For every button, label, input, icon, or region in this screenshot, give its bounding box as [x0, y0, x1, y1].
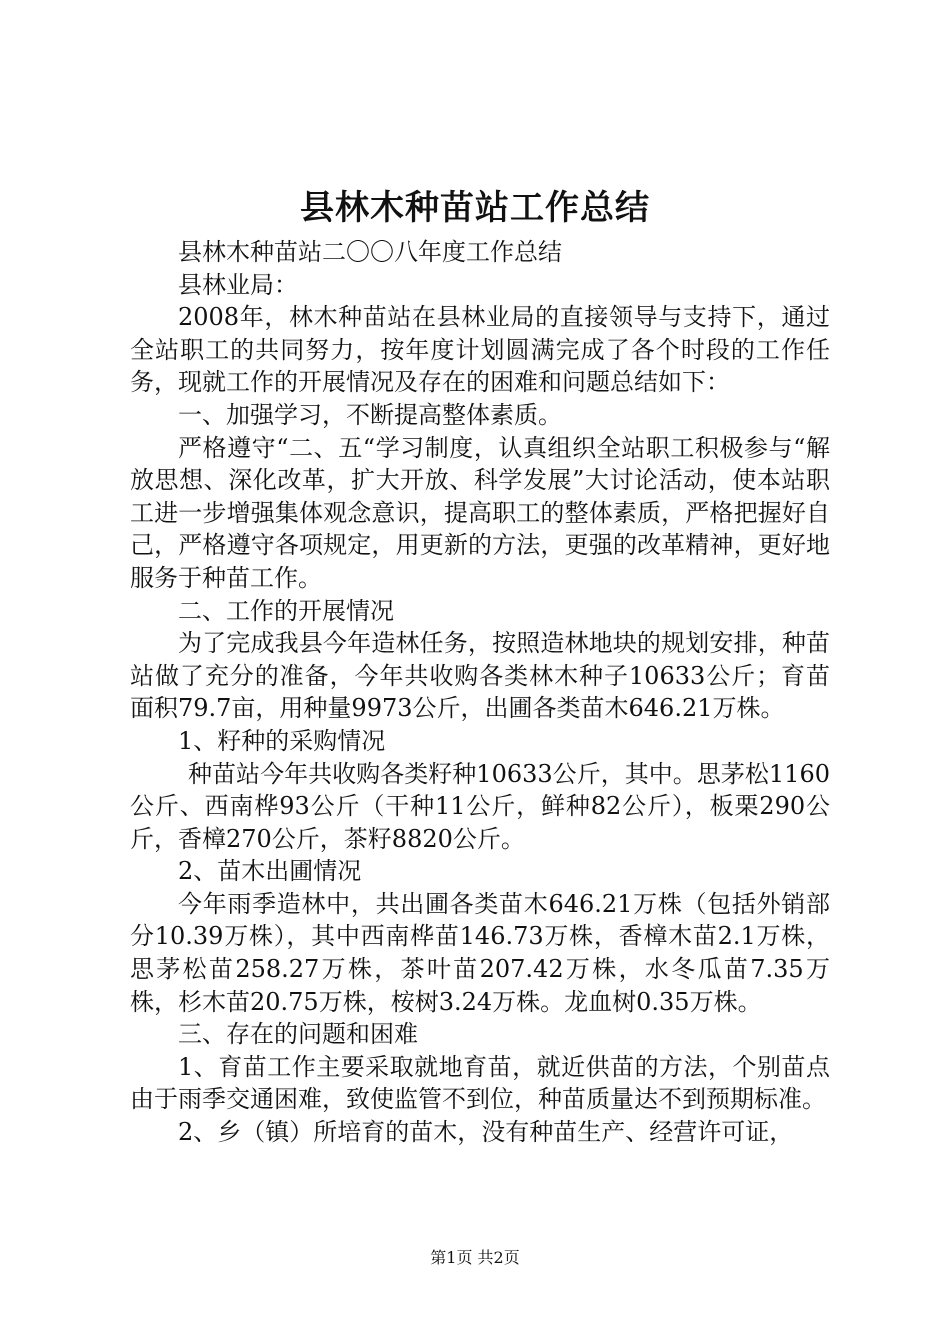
section-heading-3: 三、存在的问题和困难: [178, 1020, 418, 1049]
subsection-2-2-paragraph: 今年雨季造林中，共出圃各类苗木646.21万株（包括外销部分10.39万株），其中西南桦苗146.73万株，香樟木苗2.1万株，思茅松苗258.27万株，茶叶苗207.42万株，水冬瓜苗7.35万株，杉木苗20.75万株，桉树3.24万株。龙血树0.35万株。: [130, 889, 830, 1016]
subtitle-paragraph: 县林木种苗站二〇〇八年度工作总结: [178, 238, 562, 266]
subsection-heading-2-1: 1、籽种的采购情况: [178, 726, 386, 755]
section-heading-1: 一、加强学习，不断提高整体素质。: [178, 400, 562, 429]
section-heading-2: 二、工作的开展情况: [178, 596, 394, 625]
subsection-2-1-paragraph: 种苗站今年共收购各类籽种10633公斤，其中。思茅松1160公斤、西南桦93公斤（干种11公斤，鲜种82公斤），板栗290公斤，香樟270公斤，茶籽8820公斤。: [130, 759, 830, 853]
section-2-paragraph: 为了完成我县今年造林任务，按照造林地块的规划安排，种苗站做了充分的准备，今年共收购各类林木种子10633公斤；育苗面积79.7亩，用种量9973公斤，出圃各类苗木646.21万株。: [130, 629, 830, 723]
addressee-paragraph: 县林业局：: [178, 270, 298, 299]
section-1-paragraph: 严格遵守“二、五“学习制度，认真组织全站职工积极参与“解放思想、深化改革，扩大开放、科学发展”大讨论活动，使本站职工进一步增强集体观念意识，提高职工的整体素质，严格把握好自己，严格遵守各项规定，用更新的方法，更强的改革精神，更好地服务于种苗工作。: [130, 433, 830, 592]
section-3-item-2: 2、乡（镇）所培育的苗木，没有种苗生产、经营许可证，: [178, 1118, 794, 1147]
document-title: 县林木种苗站工作总结: [300, 188, 650, 228]
page-footer: 第1页 共2页: [430, 1248, 520, 1267]
document-body: [130, 236, 830, 1149]
subsection-heading-2-2: 2、苗木出圃情况: [178, 857, 362, 886]
intro-paragraph: 2008年，林木种苗站在县林业局的直接领导与支持下，通过全站职工的共同努力，按年度计划圆满完成了各个时段的工作任务，现就工作的开展情况及存在的困难和问题总结如下：: [130, 303, 830, 397]
section-3-item-1: 1、育苗工作主要采取就地育苗，就近供苗的方法，个别苗点由于雨季交通困难，致使监管不到位，种苗质量达不到预期标准。: [130, 1052, 830, 1114]
